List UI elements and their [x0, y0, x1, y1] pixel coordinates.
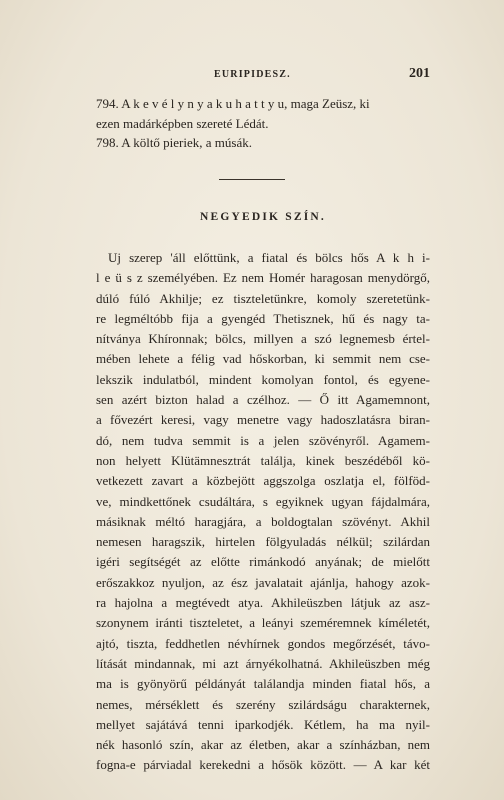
body-line: szonynem iránti tiszteletet, a leányi szeméremnek kíméletét,	[96, 615, 430, 631]
body-line: ra hajolna a megtévedt atya. Akhileüszben látjuk az asz-	[96, 595, 430, 611]
body-line: ajtó, tiszta, feddhetlen névhírnek gondos megőrzését, távo-	[96, 635, 430, 651]
body-line: Uj szerep 'áll előttünk, a fiatal és bölcs hős A k h i-	[108, 250, 430, 265]
body-line: non helyett Klütämnesztrát találja, kinek beszédéből kö-	[96, 452, 430, 468]
body-line: lítását mindannak, mi azt árnyékolhatná. Akhileüszben még	[96, 655, 430, 671]
note-794-line-1: 794. A k e v é l y n y a k u h a t t y u, maga Zeüsz, ki	[96, 96, 370, 111]
body-line: a fővezért keresi, vagy menetre vagy hadoszlatásra biran-	[96, 412, 430, 428]
body-text	[96, 248, 430, 776]
body-line: erőszakkoz nyuljon, az ész javalatait ajánlja, hahogy azok-	[96, 574, 430, 590]
page-header	[96, 66, 430, 82]
body-line: re legméltóbb fija a gyengéd Thetisznek, hű és nagy ta-	[96, 310, 430, 326]
body-line: dó, nem tudva semmit is a jelen szövényről. Agamem-	[96, 432, 430, 448]
footnotes	[96, 94, 430, 153]
note-794-line-2: ezen madárképben szereté Lédát.	[96, 115, 269, 131]
body-line: nék hasonló szín, akar az életben, akar a színházban, nem	[96, 737, 430, 753]
running-title: EURIPIDESZ.	[214, 69, 291, 80]
scene-title: NEGYEDIK SZÍN.	[199, 211, 327, 223]
body-line: lekszik indulatból, mindent komolyan fontol, és egyene-	[96, 371, 430, 387]
body-line: másiknak méltó haragjára, a boldogtalan szövényt. Akhil	[96, 513, 430, 529]
body-line: sen azért bizton halad a czélhoz. — Ő itt Agamemnont,	[96, 392, 430, 408]
body-line: ma is gyönyörű példányát találandja minden fiatal hős, a	[96, 676, 430, 692]
body-line: vetkezett zavart a közbejött aggszolga oszlatja el, fölföd-	[96, 473, 430, 489]
body-line: mellyet sajátává tenni iparkodjék. Kétlem, ha ma nyil-	[96, 716, 430, 732]
body-line: l e ü s z személyében. Ez nem Homér haragosan menydörgő,	[96, 270, 430, 286]
body-line: mében lehete a félig vad hőskorban, ki semmit nem cse-	[96, 351, 430, 367]
body-line: fogna-e párviadal kerekedni a hősök között. — A kar két	[96, 757, 430, 773]
body-line: nítványa Khíronnak; bölcs, millyen a szó legnemesb értel-	[96, 331, 430, 347]
body-line: dúló fúló Akhilje; ez tiszteletünkre, komoly szeretetünk-	[96, 290, 430, 306]
body-line: igéri segítségét az előtte rimánkodó anyának; de mielőtt	[96, 554, 430, 570]
page-number: 201	[409, 66, 430, 81]
body-line: nemesen haragszik, hirtelen fölgyuladás nélkül; szilárdan	[96, 534, 430, 550]
body-line: ve, mindkettőnek csudáltára, s egyiknek ugyan fájdalmára,	[96, 493, 430, 509]
body-line: nemes, mérséklett és szerény szilárdságu charakternek,	[96, 696, 430, 712]
section-divider	[219, 179, 285, 180]
note-798: 798. A költő pieriek, a músák.	[96, 135, 252, 150]
